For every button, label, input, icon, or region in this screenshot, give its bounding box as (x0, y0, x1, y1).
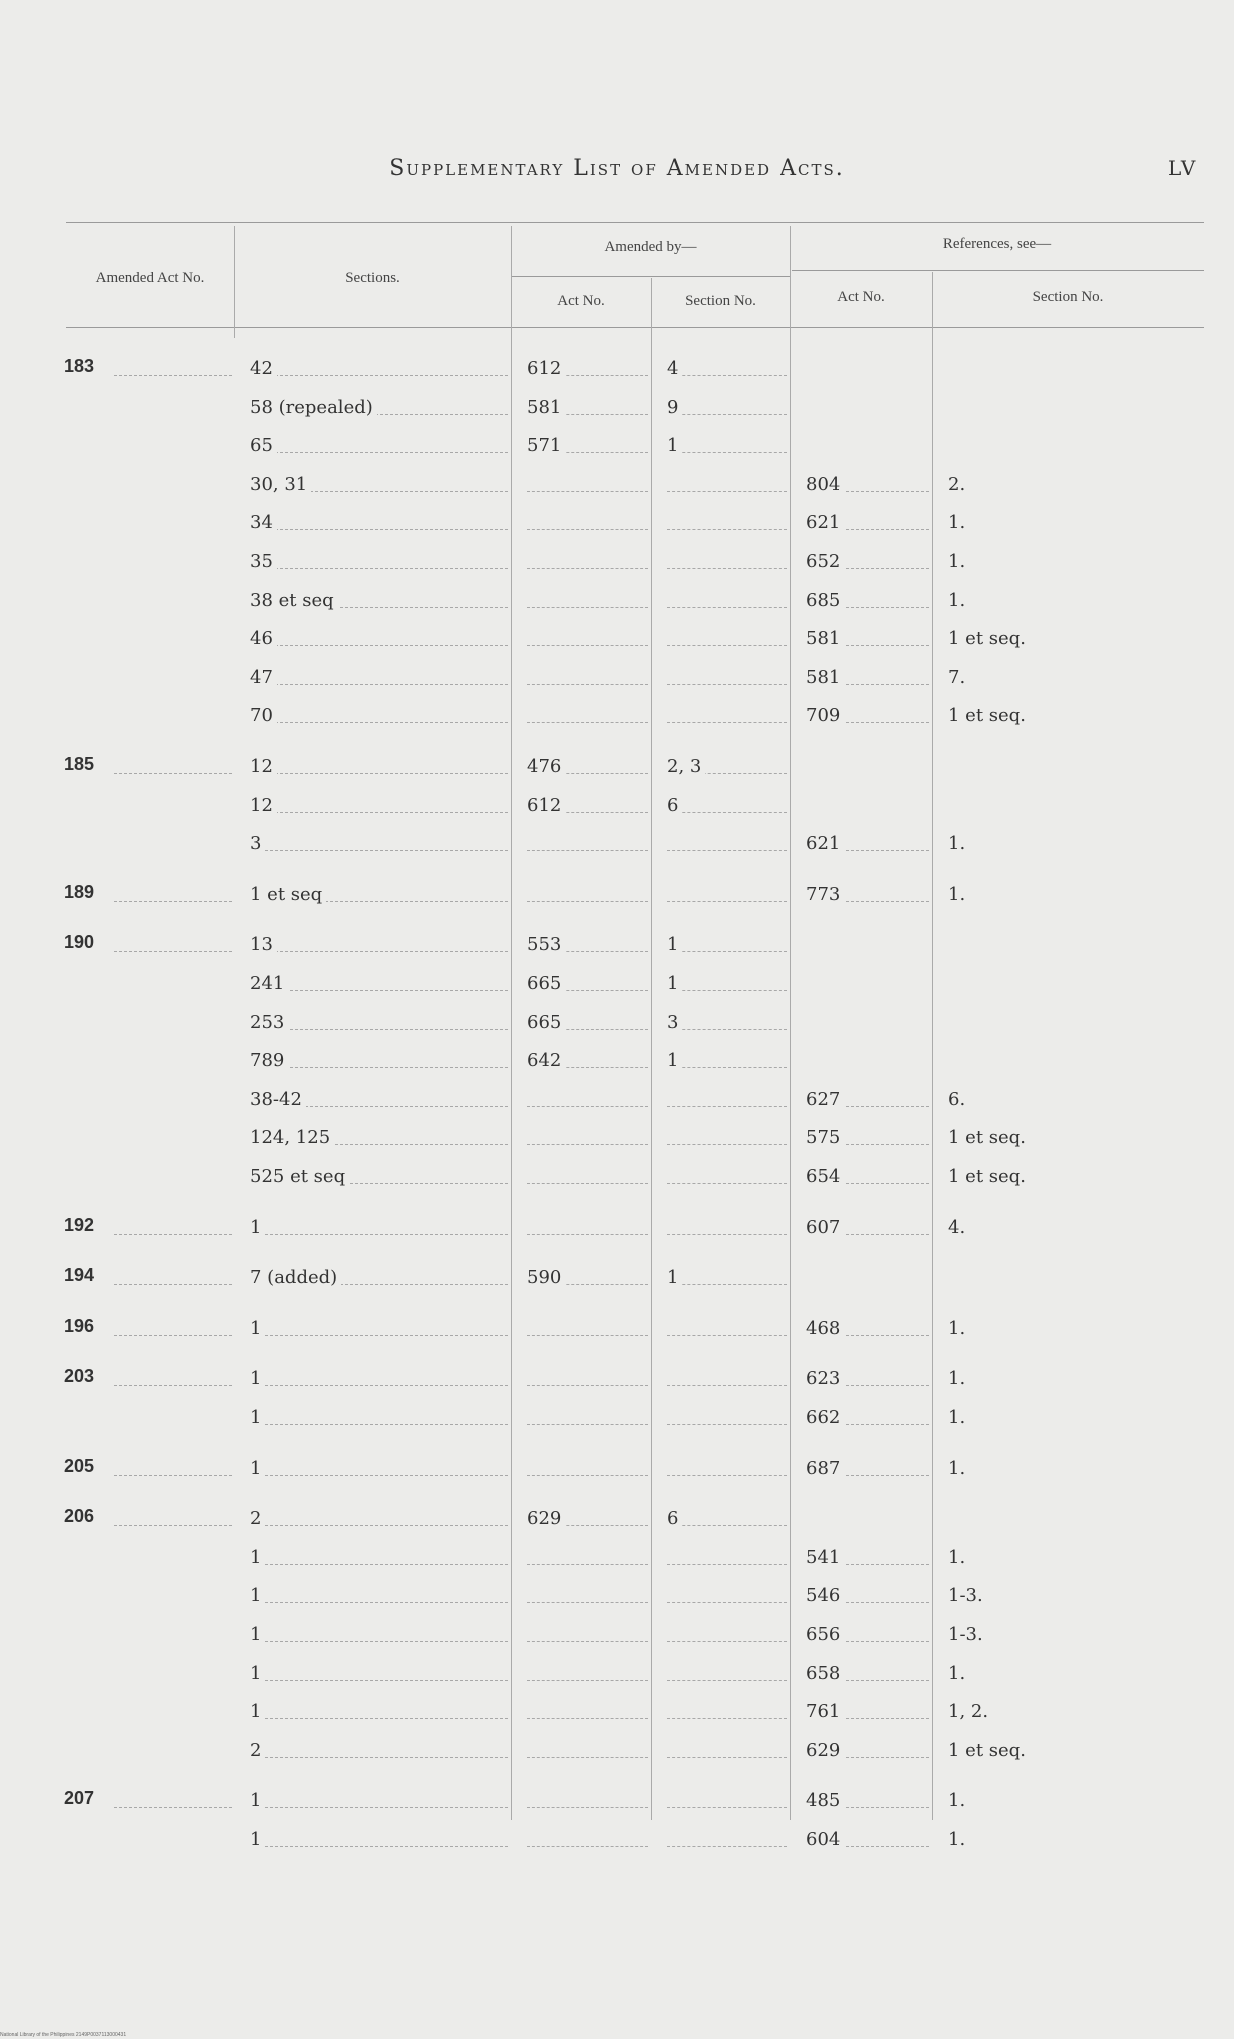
header-sections: Sections. (345, 270, 400, 286)
section-cell: 525 et seq (250, 1166, 349, 1188)
reference-section-cell: 1. (948, 884, 969, 906)
section-leader (250, 529, 508, 530)
amended-by-act-cell: 612 (527, 795, 565, 817)
reference-act-cell: 709 (806, 705, 844, 727)
amended-section-leader (667, 375, 787, 376)
amended-section-leader (667, 529, 787, 530)
reference-act-cell: 581 (806, 667, 844, 689)
amended-by-section-cell: 1 (667, 435, 682, 457)
amended-act-number: 185 (64, 753, 98, 775)
reference-section-cell: 1, 2. (948, 1701, 992, 1723)
amended-act-leader (527, 645, 648, 646)
reference-section-cell: 1. (948, 1829, 969, 1851)
amended-by-act-cell: 642 (527, 1050, 565, 1072)
col-divider-2 (511, 226, 512, 1820)
section-cell: 38-42 (250, 1089, 306, 1111)
amended-act-leader (527, 850, 648, 851)
section-cell: 241 (250, 973, 288, 995)
amended-section-leader (667, 1718, 787, 1719)
col-divider-3 (651, 278, 652, 1820)
section-leader (250, 1029, 508, 1030)
page-title: Supplementary List of Amended Acts. (389, 156, 845, 181)
reference-section-cell: 1. (948, 833, 969, 855)
reference-act-cell: 761 (806, 1701, 844, 1723)
section-leader (250, 1641, 508, 1642)
amended-by-section-cell: 6 (667, 795, 682, 817)
amended-by-section-cell: 6 (667, 1508, 682, 1530)
act-no-leader (114, 1385, 232, 1386)
reference-section-cell: 6. (948, 1089, 969, 1111)
amended-section-leader (667, 1284, 787, 1285)
amended-section-leader (667, 1183, 787, 1184)
amended-by-act-cell: 590 (527, 1267, 565, 1289)
amended-act-number: 206 (64, 1505, 98, 1527)
amended-section-leader (667, 1067, 787, 1068)
amended-section-leader (667, 1757, 787, 1758)
section-leader (250, 773, 508, 774)
amended-section-leader (667, 722, 787, 723)
amended-by-act-cell: 629 (527, 1508, 565, 1530)
section-leader (250, 1846, 508, 1847)
amended-act-leader (527, 529, 648, 530)
amended-section-leader (667, 1234, 787, 1235)
section-leader (250, 1385, 508, 1386)
amended-section-leader (667, 452, 787, 453)
amended-act-leader (527, 1144, 648, 1145)
section-leader (250, 812, 508, 813)
amended-by-section-cell: 9 (667, 397, 682, 419)
act-no-leader (114, 1284, 232, 1285)
section-leader (250, 1335, 508, 1336)
amended-by-section-cell: 1 (667, 934, 682, 956)
amended-act-leader (527, 1335, 648, 1336)
section-leader (250, 1757, 508, 1758)
amended-by-section-cell: 4 (667, 358, 682, 380)
amended-section-leader (667, 1106, 787, 1107)
col-divider-4 (790, 226, 791, 1820)
amended-act-leader (527, 491, 648, 492)
section-cell: 1 et seq (250, 884, 326, 906)
table-top-rule (66, 222, 1204, 223)
reference-act-cell: 485 (806, 1790, 844, 1812)
reference-act-cell: 685 (806, 590, 844, 612)
amended-act-leader (527, 1807, 648, 1808)
reference-act-cell: 607 (806, 1217, 844, 1239)
section-leader (250, 1525, 508, 1526)
reference-section-cell: 7. (948, 667, 969, 689)
amended-section-leader (667, 1680, 787, 1681)
header-bottom-rule (66, 327, 1204, 328)
amended-act-number: 203 (64, 1365, 98, 1387)
reference-section-cell: 1 et seq. (948, 1166, 1030, 1188)
section-cell: 124, 125 (250, 1127, 334, 1149)
header-references: References, see— (942, 236, 1052, 252)
amended-section-leader (667, 1029, 787, 1030)
act-no-leader (114, 1234, 232, 1235)
amended-section-leader (667, 1475, 787, 1476)
section-cell: 46 (250, 628, 277, 650)
reference-section-cell: 1 et seq. (948, 705, 1030, 727)
reference-section-cell: 1. (948, 1407, 969, 1429)
group-header-rule-amended (512, 276, 790, 277)
reference-section-cell: 1 et seq. (948, 628, 1030, 650)
group-header-rule-references (792, 270, 1204, 271)
section-leader (250, 1067, 508, 1068)
section-cell: 12 (250, 756, 277, 778)
section-leader (250, 375, 508, 376)
amended-section-leader (667, 990, 787, 991)
reference-act-cell: 546 (806, 1585, 844, 1607)
reference-section-cell: 1. (948, 1663, 969, 1685)
section-leader (250, 452, 508, 453)
amended-by-section-cell: 1 (667, 1050, 682, 1072)
section-cell: 253 (250, 1012, 288, 1034)
amended-act-leader (527, 684, 648, 685)
act-no-leader (114, 951, 232, 952)
section-cell: 1 (250, 1318, 265, 1340)
header-amended-section: Section No. (685, 293, 756, 309)
reference-section-cell: 1. (948, 1790, 969, 1812)
section-leader (250, 722, 508, 723)
section-cell: 1 (250, 1829, 265, 1851)
section-cell: 70 (250, 705, 277, 727)
act-no-leader (114, 901, 232, 902)
reference-act-cell: 575 (806, 1127, 844, 1149)
amended-section-leader (667, 1385, 787, 1386)
amended-by-act-cell: 612 (527, 358, 565, 380)
amended-act-number: 194 (64, 1264, 98, 1286)
amended-by-section-cell: 1 (667, 973, 682, 995)
act-no-leader (114, 1807, 232, 1808)
amended-act-leader (527, 1106, 648, 1107)
section-cell: 1 (250, 1407, 265, 1429)
section-cell: 35 (250, 551, 277, 573)
reference-act-cell: 581 (806, 628, 844, 650)
amended-section-leader (667, 812, 787, 813)
amended-by-section-cell: 3 (667, 1012, 682, 1034)
reference-section-cell: 2. (948, 474, 969, 496)
reference-section-cell: 1 et seq. (948, 1740, 1030, 1762)
section-leader (250, 951, 508, 952)
reference-section-cell: 1. (948, 1368, 969, 1390)
amended-section-leader (667, 607, 787, 608)
section-cell: 30, 31 (250, 474, 311, 496)
reference-section-cell: 1. (948, 590, 969, 612)
section-leader (250, 645, 508, 646)
section-cell: 2 (250, 1508, 265, 1530)
amended-act-leader (527, 568, 648, 569)
amended-act-leader (527, 1846, 648, 1847)
section-cell: 1 (250, 1624, 265, 1646)
amended-section-leader (667, 1602, 787, 1603)
act-no-leader (114, 773, 232, 774)
amended-act-number: 192 (64, 1214, 98, 1236)
section-cell: 1 (250, 1217, 265, 1239)
amended-section-leader (667, 684, 787, 685)
reference-section-cell: 1. (948, 1318, 969, 1340)
amended-by-act-cell: 553 (527, 934, 565, 956)
section-cell: 1 (250, 1585, 265, 1607)
reference-act-cell: 656 (806, 1624, 844, 1646)
amended-act-number: 205 (64, 1455, 98, 1477)
amended-by-act-cell: 665 (527, 1012, 565, 1034)
amended-act-leader (527, 1183, 648, 1184)
section-cell: 38 et seq (250, 590, 338, 612)
reference-act-cell: 654 (806, 1166, 844, 1188)
reference-act-cell: 773 (806, 884, 844, 906)
section-cell: 789 (250, 1050, 288, 1072)
section-cell: 7 (added) (250, 1267, 341, 1289)
reference-section-cell: 4. (948, 1217, 969, 1239)
amended-act-leader (527, 1757, 648, 1758)
amended-act-number: 196 (64, 1315, 98, 1337)
section-leader (250, 568, 508, 569)
amended-section-leader (667, 1807, 787, 1808)
act-no-leader (114, 1525, 232, 1526)
section-cell: 13 (250, 934, 277, 956)
header-amended-act: Act No. (557, 293, 605, 309)
amended-section-leader (667, 951, 787, 952)
act-no-leader (114, 375, 232, 376)
amended-act-number: 189 (64, 881, 98, 903)
reference-section-cell: 1. (948, 551, 969, 573)
reference-section-cell: 1. (948, 1458, 969, 1480)
header-amended-by: Amended by— (604, 239, 697, 255)
section-cell: 42 (250, 358, 277, 380)
header-references-act: Act No. (837, 289, 885, 305)
amended-act-leader (527, 1602, 648, 1603)
amended-section-leader (667, 1525, 787, 1526)
amended-act-leader (527, 1564, 648, 1565)
section-cell: 12 (250, 795, 277, 817)
amended-by-act-cell: 476 (527, 756, 565, 778)
reference-section-cell: 1-3. (948, 1624, 987, 1646)
amended-act-leader (527, 1718, 648, 1719)
reference-act-cell: 604 (806, 1829, 844, 1851)
amended-section-leader (667, 1846, 787, 1847)
amended-act-number: 190 (64, 931, 98, 953)
section-leader (250, 1602, 508, 1603)
amended-section-leader (667, 1144, 787, 1145)
amended-act-leader (527, 901, 648, 902)
amended-act-number: 183 (64, 355, 98, 377)
section-leader (250, 1718, 508, 1719)
amended-by-act-cell: 665 (527, 973, 565, 995)
section-leader (250, 1807, 508, 1808)
amended-act-leader (527, 1234, 648, 1235)
amended-act-leader (527, 1641, 648, 1642)
section-cell: 2 (250, 1740, 265, 1762)
amended-act-leader (527, 1424, 648, 1425)
scan-credit: National Library of the Philippines 2149P0037113000431 (0, 2032, 127, 2038)
amended-by-section-cell: 2, 3 (667, 756, 705, 778)
amended-act-number: 207 (64, 1787, 98, 1809)
amended-section-leader (667, 491, 787, 492)
amended-act-leader (527, 1475, 648, 1476)
amended-by-act-cell: 571 (527, 435, 565, 457)
col-divider-5 (932, 272, 933, 1820)
section-cell: 1 (250, 1368, 265, 1390)
amended-act-leader (527, 607, 648, 608)
reference-act-cell: 662 (806, 1407, 844, 1429)
act-no-leader (114, 1475, 232, 1476)
section-cell: 34 (250, 512, 277, 534)
reference-section-cell: 1. (948, 512, 969, 534)
amended-act-leader (527, 722, 648, 723)
reference-act-cell: 623 (806, 1368, 844, 1390)
section-leader (250, 1680, 508, 1681)
section-leader (250, 684, 508, 685)
section-cell: 1 (250, 1547, 265, 1569)
amended-section-leader (667, 414, 787, 415)
section-cell: 1 (250, 1663, 265, 1685)
reference-act-cell: 804 (806, 474, 844, 496)
reference-act-cell: 658 (806, 1663, 844, 1685)
section-cell: 58 (repealed) (250, 397, 377, 419)
section-leader (250, 1475, 508, 1476)
reference-act-cell: 687 (806, 1458, 844, 1480)
section-cell: 3 (250, 833, 265, 855)
amended-section-leader (667, 1335, 787, 1336)
amended-section-leader (667, 1564, 787, 1565)
section-leader (250, 1564, 508, 1565)
reference-act-cell: 652 (806, 551, 844, 573)
page-number: LV (1168, 156, 1198, 180)
amended-section-leader (667, 1424, 787, 1425)
section-cell: 65 (250, 435, 277, 457)
amended-by-act-cell: 581 (527, 397, 565, 419)
reference-act-cell: 621 (806, 833, 844, 855)
section-cell: 1 (250, 1790, 265, 1812)
amended-act-leader (527, 1680, 648, 1681)
reference-act-cell: 629 (806, 1740, 844, 1762)
reference-act-cell: 468 (806, 1318, 844, 1340)
reference-act-cell: 621 (806, 512, 844, 534)
section-leader (250, 1424, 508, 1425)
reference-section-cell: 1-3. (948, 1585, 987, 1607)
amended-act-leader (527, 1385, 648, 1386)
amended-section-leader (667, 1641, 787, 1642)
reference-act-cell: 627 (806, 1089, 844, 1111)
section-cell: 47 (250, 667, 277, 689)
amended-section-leader (667, 568, 787, 569)
section-cell: 1 (250, 1458, 265, 1480)
section-cell: 1 (250, 1701, 265, 1723)
reference-act-cell: 541 (806, 1547, 844, 1569)
reference-section-cell: 1. (948, 1547, 969, 1569)
amended-section-leader (667, 645, 787, 646)
section-leader (250, 850, 508, 851)
amended-by-section-cell: 1 (667, 1267, 682, 1289)
amended-section-leader (667, 850, 787, 851)
act-no-leader (114, 1335, 232, 1336)
section-leader (250, 990, 508, 991)
header-references-section: Section No. (1032, 289, 1104, 305)
section-leader (250, 1234, 508, 1235)
header-amended-act-no: Amended Act No. (95, 270, 205, 286)
reference-section-cell: 1 et seq. (948, 1127, 1030, 1149)
amended-section-leader (667, 901, 787, 902)
